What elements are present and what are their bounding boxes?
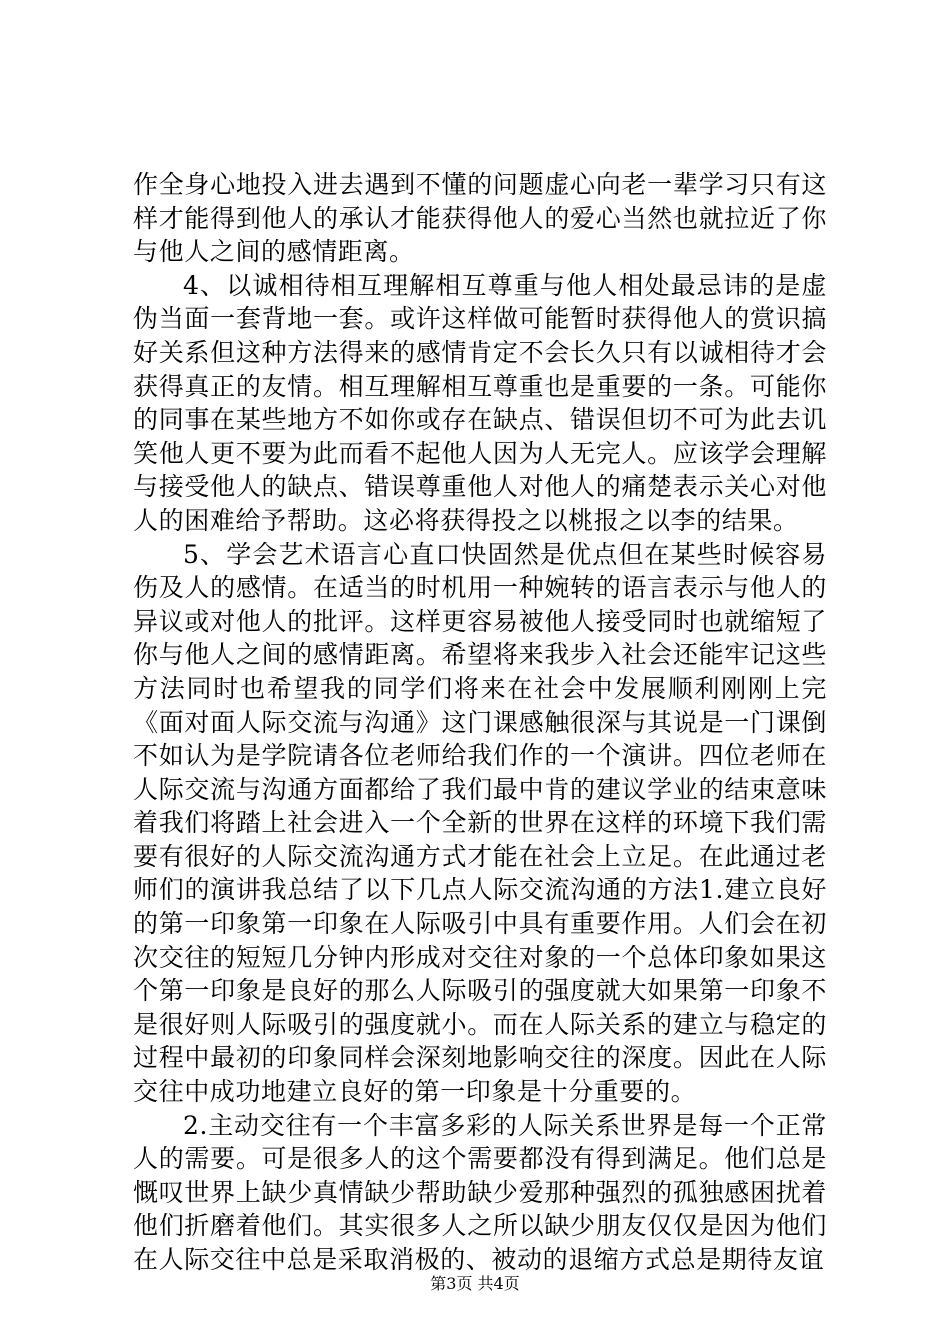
paragraph-2: 4、以诚相待相互理解相互尊重与他人相处最忌讳的是虚伪当面一套背地一套。或许这样做可能暂时获得他人的赏识搞好关系但这种方法得来的感情肯定不会长久只有以诚相待才会获得真正的友情。相互理解相互尊重也是重要的一条。可能你的同事在某些地方不如你或存在缺点、错误但切不可为此去讥笑他人更不要为此而看不起他人因为人无完人。应该学会理解与接受他人的缺点、错误尊重他人对他人的痛楚表示关心对他人的困难给予帮助。这必将获得投之以桃报之以李的结果。 (133, 270, 827, 535)
page-footer (0, 1274, 950, 1294)
paragraph-4: 2.主动交往有一个丰富多彩的人际关系世界是每一个正常人的需要。可是很多人的这个需要都没有得到满足。他们总是慨叹世界上缺少真情缺少帮助缺少爱那种强烈的孤独感困扰着他们折磨着他们。其实很多人之所以缺少朋友仅仅是因为他们在人际交往中总是采取消极的、被动的退缩方式总是期待友谊 (133, 1110, 827, 1274)
paragraph-1: 作全身心地投入进去遇到不懂的问题虚心向老一辈学习只有这样才能得到他人的承认才能获得他人的爱心当然也就拉近了你与他人之间的感情距离。 (133, 170, 827, 267)
paragraph-3: 5、学会艺术语言心直口快固然是优点但在某些时候容易伤及人的感情。在适当的时机用一种婉转的语言表示与他人的异议或对他人的批评。这样更容易被他人接受同时也就缩短了你与他人之间的感情距离。希望将来我步入社会还能牢记这些方法同时也希望我的同学们将来在社会中发展顺利刚刚上完《面对面人际交流与沟通》这门课感触很深与其说是一门课倒不如认为是学院请各位老师给我们作的一个演讲。四位老师在人际交流与沟通方面都给了我们最中肯的建议学业的结束意味着我们将踏上社会进入一个全新的世界在这样的环境下我们需要有很好的人际交流沟通方式才能在社会上立足。在此通过老师们的演讲我总结了以下几点人际交流沟通的方法1.建立良好的第一印象第一印象在人际吸引中具有重要作用。人们会在初次交往的短短几分钟内形成对交往对象的一个总体印象如果这个第一印象是良好的那么人际吸引的强度就大如果第一印象不是很好则人际吸引的强度就小。而在人际关系的建立与稳定的过程中最初的印象同样会深刻地影响交往的深度。因此在人际交往中成功地建立良好的第一印象是十分重要的。 (133, 539, 827, 1107)
body-text (133, 168, 827, 1277)
page-number-label: 第3页 共4页 (430, 1274, 520, 1293)
